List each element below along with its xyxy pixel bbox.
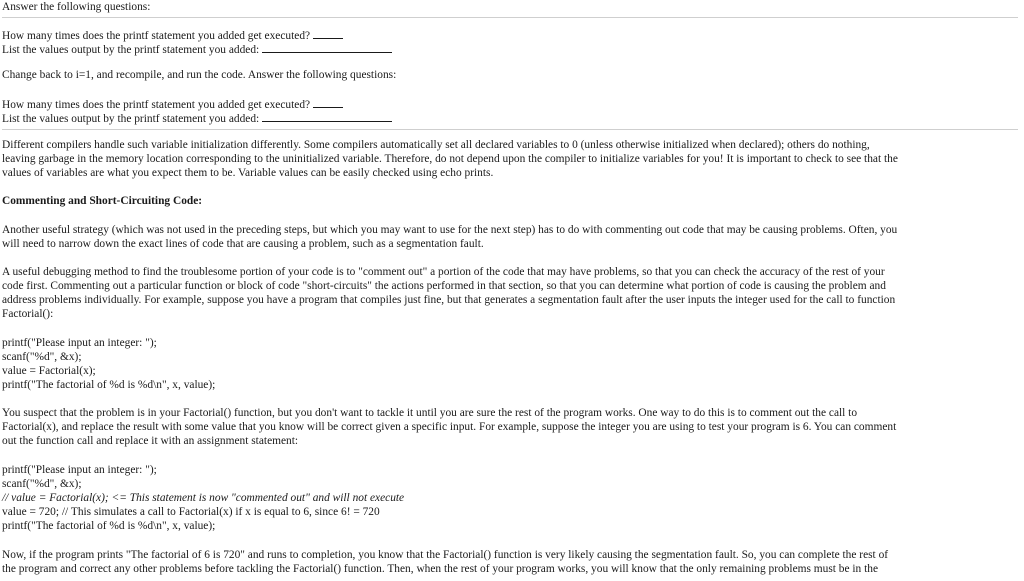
answer-blank[interactable] <box>262 41 392 53</box>
compilers-paragraph-line: Different compilers handle such variable initialization differently. Some compilers automatically set all declared variables to 0 (unless otherwise initialized when declared); others do nothing, <box>2 139 870 151</box>
code-line: printf("The factorial of %d is %d\n", x, value); <box>2 379 216 391</box>
code-line: scanf("%d", &x); <box>2 351 82 363</box>
answer-blank[interactable] <box>262 110 392 122</box>
section-divider <box>2 129 1018 130</box>
answer-blank[interactable] <box>313 96 343 108</box>
code-line: scanf("%d", &x); <box>2 478 82 490</box>
method-paragraph-line: Factorial(): <box>2 308 54 320</box>
suspect-paragraph-line: You suspect that the problem is in your Factorial() function, but you don't want to tackle it until you are sure the rest of the program works. One way to do this is to comment out the call to <box>2 407 858 419</box>
strategy-paragraph-line: Another useful strategy (which was not used in the preceding steps, but which you may want to use for the next step) has to do with commenting out code that may be causing problems. Often, you <box>2 224 898 236</box>
code-line: printf("Please input an integer: "); <box>2 464 157 476</box>
method-paragraph-line: A useful debugging method to find the troublesome portion of your code is to "comment out" a portion of the code that may have problems, so that you can check the accuracy of the rest of your <box>2 266 885 278</box>
question-values-1 <box>2 41 392 57</box>
question-text: How many times does the printf statement you added get executed? <box>2 99 311 111</box>
top-heading: Answer the following questions: <box>2 1 151 13</box>
now-paragraph-line: the program and correct any other problems before tackling the Factorial() function. Then, when the rest of your program works, you will know that the only remaining problems must be in the <box>2 563 878 575</box>
section-divider <box>2 17 1018 18</box>
question-text: List the values output by the printf statement you added: <box>2 113 260 125</box>
section-heading: Commenting and Short-Circuiting Code: <box>2 195 203 207</box>
code-comment-line: // value = Factorial(x); <= This statement is now "commented out" and will not execute <box>2 492 405 504</box>
compilers-paragraph-line: values of variables are what you expect them to be. Variable values can be easily checked using echo prints. <box>2 167 494 179</box>
strategy-paragraph-line: will need to narrow down the exact lines of code that are causing a problem, such as a segmentation fault. <box>2 238 484 250</box>
code-line: printf("Please input an integer: "); <box>2 337 157 349</box>
question-text: How many times does the printf statement you added get executed? <box>2 30 311 42</box>
suspect-paragraph-line: out the function call and replace it with an assignment statement: <box>2 435 299 447</box>
suspect-paragraph-line: Factorial(x), and replace the result with some value that you know will be correct given a specific input. For example, suppose the integer you are using to test your program is 6. You can comment <box>2 421 897 433</box>
compilers-paragraph-line: leaving garbage in the memory location corresponding to the uninitialized variable. Therefore, do not depend upon the compiler to initialize variables for you! It is important to check to see that the <box>2 153 898 165</box>
change-back-instruction: Change back to i=1, and recompile, and run the code. Answer the following questions: <box>2 69 397 81</box>
now-paragraph-line: Now, if the program prints "The factorial of 6 is 720" and runs to completion, you know that the Factorial() function is very likely causing the segmentation fault. So, you can complete the rest of <box>2 549 889 561</box>
code-line: value = Factorial(x); <box>2 365 96 377</box>
answer-blank[interactable] <box>313 27 343 39</box>
code-line: value = 720; // This simulates a call to Factorial(x) if x is equal to 6, since 6! = 720 <box>2 506 380 518</box>
method-paragraph-line: address problems individually. For example, suppose you have a program that compiles just fine, but that generates a segmentation fault after the user inputs the integer used for the call to function <box>2 294 896 306</box>
question-values-2 <box>2 110 392 126</box>
code-line: printf("The factorial of %d is %d\n", x, value); <box>2 520 216 532</box>
question-text: List the values output by the printf statement you added: <box>2 44 260 56</box>
method-paragraph-line: code first. Commenting out a particular function or block of code "short-circuits" the actions performed in that section, so that you can determine what portion of code is causing the problem and <box>2 280 886 292</box>
